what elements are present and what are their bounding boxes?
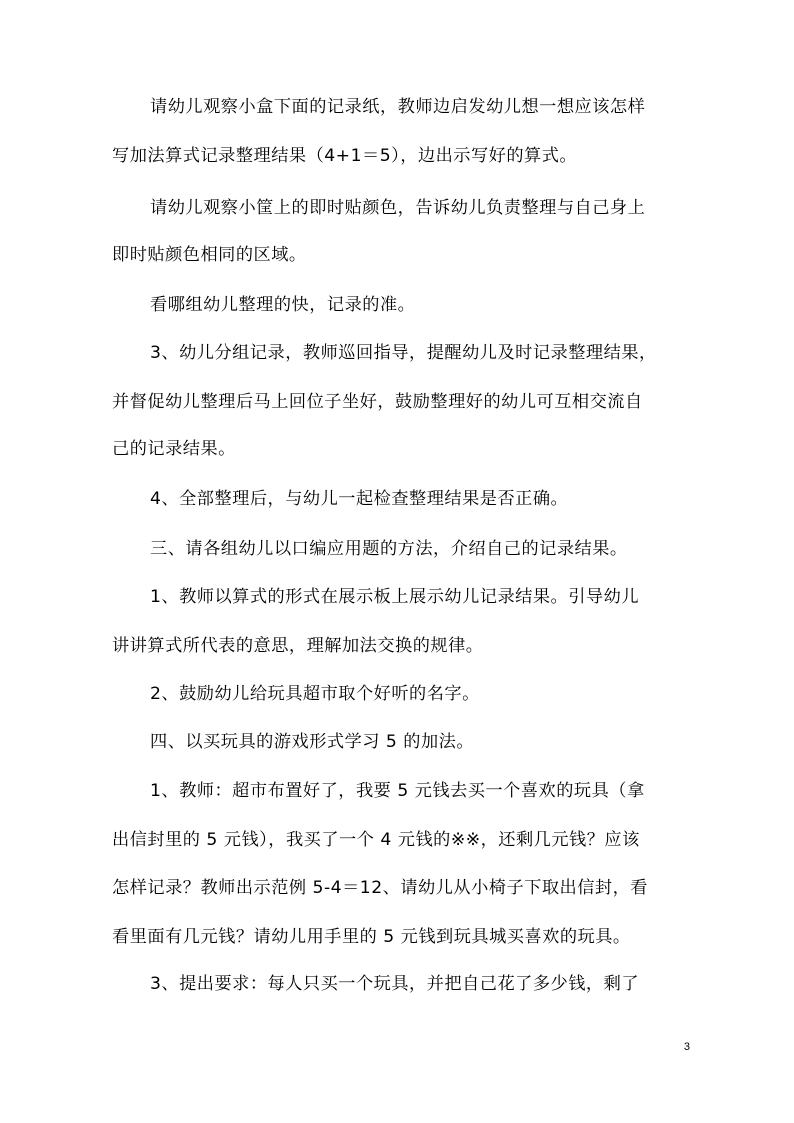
text-line-8: 己的记录结果。 [112,439,236,459]
text-line-7: 并督促幼儿整理后马上回位子坐好，鼓励整理好的幼儿可互相交流自 [112,392,643,412]
text-line-5: 看哪组幼儿整理的快，记录的准。 [150,295,416,315]
text-line-4: 即时贴颜色相同的区域。 [112,245,307,265]
text-line-10: 三、请各组幼儿以口编应用题的方法，介绍自己的记录结果。 [150,539,628,559]
text-line-13: 2、鼓励幼儿给玩具超市取个好听的名字。 [150,684,480,704]
text-line-1: 请幼儿观察小盒下面的记录纸，教师边启发幼儿想一想应该怎样 [150,97,646,117]
text-line-12: 讲讲算式所代表的意思，理解加法交换的规律。 [112,636,484,656]
text-line-9: 4、全部整理后，与幼儿一起检查整理结果是否正确。 [150,489,569,509]
text-line-6: 3、幼儿分组记录，教师巡回指导，提醒幼儿及时记录整理结果， [150,343,657,363]
text-line-3: 请幼儿观察小筐上的即时贴颜色，告诉幼儿负责整理与自己身上 [150,198,646,218]
page-number: 3 [683,1041,690,1053]
text-line-14: 四、以买玩具的游戏形式学习 5 的加法。 [150,732,475,752]
text-line-2: 写加法算式记录整理结果（4+1＝5），边出示写好的算式。 [112,146,578,166]
text-line-18: 看里面有几元钱？请幼儿用手里的 5 元钱到玩具城买喜欢的玩具。 [112,927,631,947]
text-line-19: 3、提出要求：每人只买一个玩具，并把自己花了多少钱，剩了 [150,974,640,994]
text-line-15: 1、教师：超市布置好了，我要 5 元钱去买一个喜欢的玩具（拿 [150,781,645,801]
text-line-17: 怎样记录？教师出示范例 5-4＝12、请幼儿从小椅子下取出信封，看 [112,878,648,898]
text-line-11: 1、教师以算式的形式在展示板上展示幼儿记录结果。引导幼儿 [150,587,640,607]
text-line-16: 出信封里的 5 元钱），我买了一个 4 元钱的※※，还剩几元钱？应该 [112,830,640,850]
